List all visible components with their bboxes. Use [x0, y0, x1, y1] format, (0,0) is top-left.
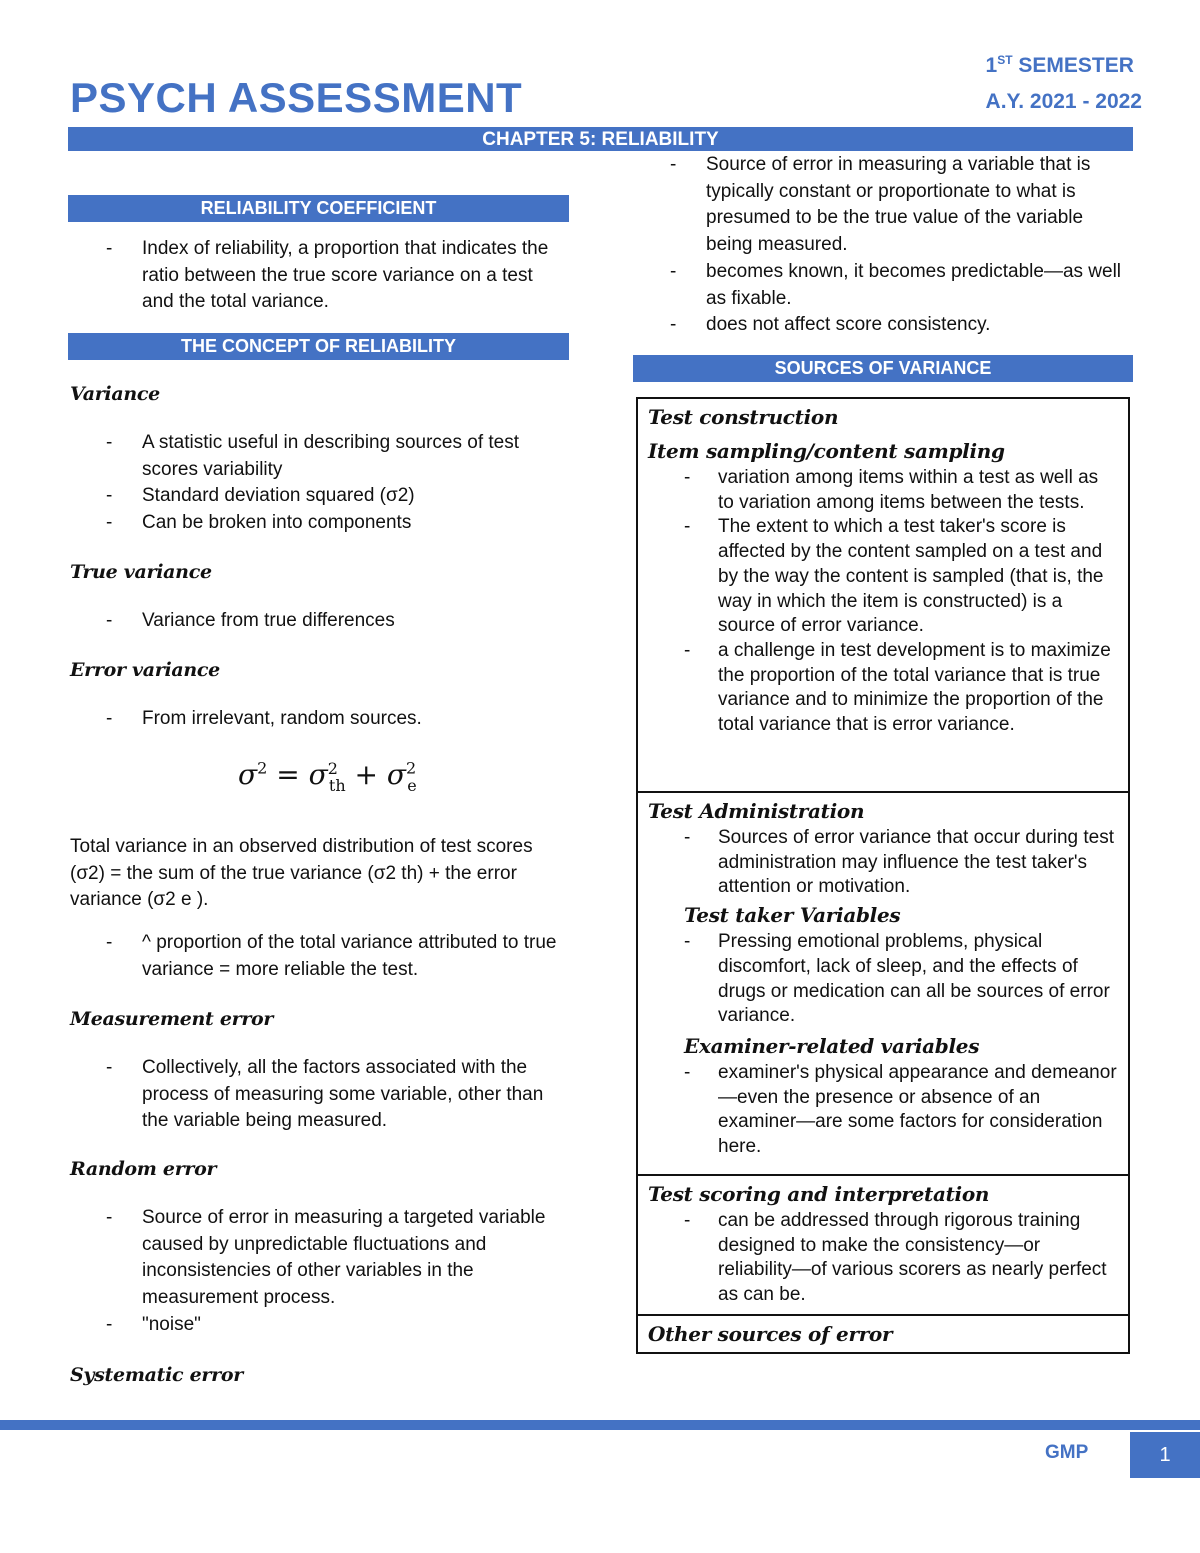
test-scoring-title: Test scoring and interpretation [648, 1182, 990, 1206]
chapter-banner: CHAPTER 5: RELIABILITY [68, 127, 1133, 151]
test-construction-title: Test construction [648, 405, 839, 429]
random-error-title: Random error [70, 1158, 217, 1180]
test-scoring-cell [638, 1176, 1128, 1316]
sources-of-variance-heading: SOURCES OF VARIANCE [633, 355, 1133, 382]
variance-list [70, 430, 560, 537]
test-administration-list [648, 826, 1118, 900]
list-item: - From irrelevant, random sources. [70, 706, 560, 733]
list-item: - A statistic useful in describing sources of test scores variability [70, 430, 560, 483]
error-variance-list [70, 706, 560, 733]
measurement-error-list [70, 1055, 560, 1135]
list-item: - a challenge in test development is to maximize the proportion of the total variance that is true variance and to minimize the proportion of the total variance that is error variance. [648, 639, 1118, 738]
list-item: - "noise" [70, 1312, 560, 1339]
list-item: - Standard deviation squared (σ2) [70, 483, 560, 510]
academic-year: A.Y. 2021 - 2022 [985, 90, 1142, 113]
list-item: - ^ proportion of the total variance attributed to true variance = more reliable the test. [70, 930, 560, 983]
test-scoring-list [648, 1209, 1118, 1308]
test-administration-cell [638, 793, 1128, 1176]
list-item: - Collectively, all the factors associated with the process of measuring some variable, other than the variable being measured. [70, 1055, 560, 1135]
other-sources-cell [638, 1316, 1128, 1352]
semester-block [986, 42, 1142, 120]
total-variance-paragraph: Total variance in an observed distribution of test scores (σ2) = the sum of the true variance (σ2 th) + the error variance (σ2 e ). [70, 836, 533, 911]
list-item: - examiner's physical appearance and demeanor—even the presence or absence of an examiner—are some factors for consideration here. [648, 1061, 1118, 1160]
total-variance-list [70, 930, 560, 983]
systematic-error-list [634, 152, 1130, 339]
footer-rule [0, 1420, 1200, 1430]
list-item: - Variance from true differences [70, 608, 560, 635]
semester-label: 1ST SEMESTER [985, 53, 1134, 77]
footer-author: GMP [1045, 1442, 1089, 1463]
examiner-variables-title: Examiner-related variables [684, 1033, 980, 1058]
variance-title: Variance [70, 383, 160, 405]
reliability-coefficient-list [70, 236, 560, 316]
concept-heading: THE CONCEPT OF RELIABILITY [68, 333, 569, 360]
reliability-coefficient-heading: RELIABILITY COEFFICIENT [68, 195, 569, 222]
test-taker-list [648, 930, 1118, 1029]
list-item: - can be addressed through rigorous training designed to make the consistency—or reliability—of various scorers as nearly perfect as can be. [648, 1209, 1118, 1308]
test-taker-variables-title: Test taker Variables [684, 903, 901, 928]
test-construction-cell [638, 399, 1128, 793]
list-item: - Source of error in measuring a variable that is typically constant or proportionate to what is presumed to be the true value of the variable being measured. [634, 152, 1130, 259]
random-error-list [70, 1205, 560, 1339]
list-item: - The extent to which a test taker's score is affected by the content sampled on a test and by the way the content is sampled (that is, the way in which the item is constructed) is a source of error variance. [648, 515, 1118, 639]
list-item: - does not affect score consistency. [634, 312, 1130, 339]
other-sources-title: Other sources of error [648, 1322, 893, 1346]
sources-table [636, 397, 1130, 1354]
measurement-error-title: Measurement error [70, 1008, 274, 1030]
error-variance-title: Error variance [70, 659, 220, 681]
list-item: - Pressing emotional problems, physical discomfort, lack of sleep, and the effects of drugs or medication can all be sources of error variance. [648, 930, 1118, 1029]
test-construction-list [648, 466, 1118, 738]
list-item: - Source of error in measuring a targeted variable caused by unpredictable fluctuations and inconsistencies of other variables in the measurement process. [70, 1205, 560, 1312]
list-item: - becomes known, it becomes predictable—as well as fixable. [634, 259, 1130, 312]
item-sampling-title: Item sampling/content sampling [648, 439, 1005, 463]
list-item: - Index of reliability, a proportion that indicates the ratio between the true score variance on a test and the total variance. [70, 236, 560, 316]
page-number: 1 [1130, 1432, 1200, 1478]
true-variance-title: True variance [70, 561, 212, 583]
list-item: - Can be broken into components [70, 510, 560, 537]
systematic-error-title: Systematic error [70, 1364, 243, 1386]
test-administration-title: Test Administration [648, 799, 865, 823]
examiner-list [648, 1061, 1118, 1160]
true-variance-list [70, 608, 560, 635]
list-item: - Sources of error variance that occur during test administration may influence the test taker's attention or motivation. [648, 826, 1118, 900]
document-title: PSYCH ASSESSMENT [70, 74, 523, 121]
list-item: - variation among items within a test as well as to variation among items between the tests. [648, 466, 1118, 515]
variance-formula: $\sigma^2 = \sigma^2_{th} + \sigma^2_e$ [238, 758, 417, 795]
